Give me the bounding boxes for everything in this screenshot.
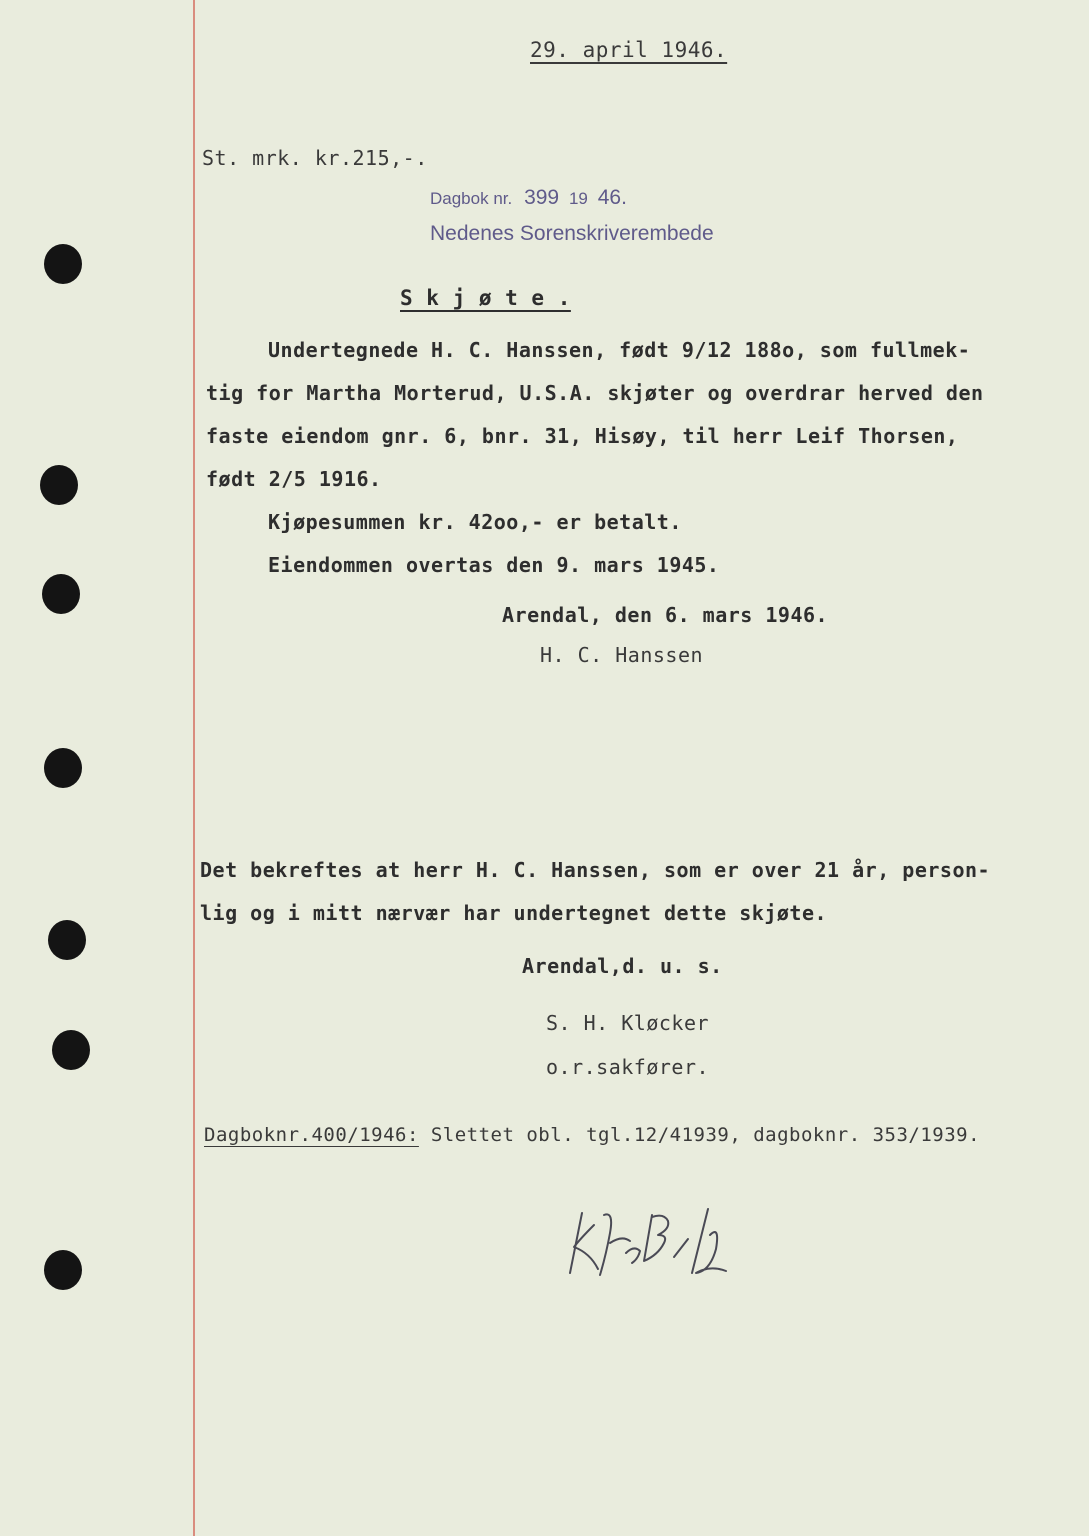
register-year-prefix: 19: [568, 189, 588, 208]
punch-hole: [44, 244, 82, 284]
punch-hole: [40, 465, 78, 505]
register-label: Dagbok nr.: [430, 189, 513, 208]
takeover-line: Eiendommen overtas den 9. mars 1945.: [268, 553, 720, 577]
document-date: 29. april 1946.: [530, 38, 728, 62]
place-date: Arendal, den 6. mars 1946.: [502, 603, 829, 627]
journal-note-prefix: Dagboknr.400/1946:: [204, 1124, 419, 1146]
journal-note-text: Slettet obl. tgl.12/41939, dagboknr. 353/1939.: [430, 1124, 981, 1146]
register-stamp: [430, 186, 627, 210]
punch-hole: [44, 748, 82, 788]
punch-hole: [52, 1030, 90, 1070]
witness-title: o.r.sakfører.: [546, 1055, 710, 1079]
body-line: Undertegnede H. C. Hanssen, født 9/12 188o, som fullmek-: [268, 338, 971, 362]
punch-hole: [48, 920, 86, 960]
signer-name: H. C. Hanssen: [540, 643, 704, 667]
body-line: født 2/5 1916.: [206, 467, 382, 491]
body-line: tig for Martha Morterud, U.S.A. skjøter og overdrar herved den: [206, 381, 984, 405]
register-office: Nedenes Sorenskriverembede: [430, 222, 714, 245]
register-year: 46.: [597, 186, 627, 209]
punch-hole: [42, 574, 80, 614]
stamp-fee: St. mrk. kr.215,-.: [202, 146, 428, 170]
journal-note: [204, 1124, 980, 1146]
deed-title: S k j ø t e .: [400, 286, 571, 310]
attest-place: Arendal,d. u. s.: [522, 954, 723, 978]
attest-line: lig og i mitt nærvær har undertegnet dette skjøte.: [200, 901, 828, 925]
price-line: Kjøpesummen kr. 42oo,- er betalt.: [268, 510, 682, 534]
register-number: 399: [524, 186, 560, 209]
body-line: faste eiendom gnr. 6, bnr. 31, Hisøy, til herr Leif Thorsen,: [206, 424, 959, 448]
handwritten-reference: [560, 1195, 740, 1285]
attest-line: Det bekreftes at herr H. C. Hanssen, som er over 21 år, person-: [200, 858, 991, 882]
witness-name: S. H. Kløcker: [546, 1011, 710, 1035]
punch-hole: [44, 1250, 82, 1290]
margin-rule: [193, 0, 195, 1536]
